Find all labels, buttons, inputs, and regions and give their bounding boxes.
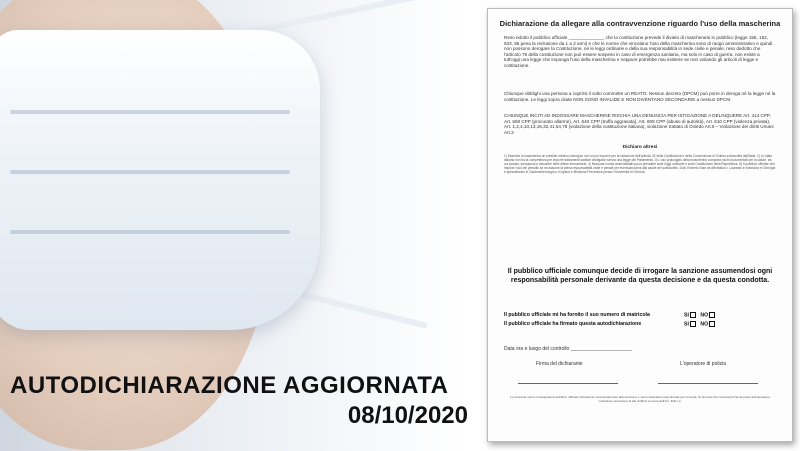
yes-label: SI [684, 312, 689, 319]
officer-signature-line [658, 383, 758, 384]
surgical-mask [0, 30, 320, 330]
articles-paragraph: CHIUNQUE INCITI AD INDOSSARE MASCHERINE RISCHIA UNA DENUNCIA PER ISTIGAZIONE A DELINQUERE Art. 414 CPP, Art. 658 CPP (procurato allarme), Art. 640 CPP (truffa aggravata), Art. 608 CPP (abuso di autorità), Art. 610 CPP (violenza privata), Art. 1,2,4,10,13,16,32,41,54,78 (violazione della costituzione italiana), violazione trattato di Oviedo Art.5 – Violazione dei diritti Umani Art.3 [504, 113, 774, 135]
headline-date: 08/10/2020 [347, 402, 468, 429]
question-badge-number: Il pubblico ufficiale mi ha fornito il suo numero di matricola [504, 312, 650, 318]
yes-checkbox[interactable] [690, 321, 696, 327]
no-checkbox[interactable] [709, 321, 715, 327]
declaration-document [487, 8, 793, 442]
document-title: Dichiarazione da allegare alla contravvenzione riguardo l'uso della mascherina [499, 19, 781, 28]
question-signed: Il pubblico ufficiale ha firmato questa autodichiarazione [504, 321, 642, 327]
answer-signed [684, 321, 718, 327]
headline-title: AUTODICHIARAZIONE AGGIORNATA [10, 372, 449, 399]
yes-checkbox[interactable] [690, 312, 696, 318]
declarant-signature-line [518, 383, 618, 384]
yes-label: SI [684, 321, 689, 328]
mask-pleat [10, 110, 290, 114]
date-place-field: Data ora e luogo del controllo ______________________ [504, 346, 632, 352]
footer-note: Le presente viene consegnata al pubblico ufficiale richiedente contestualmente alla sanzione e viene rilasciata copia firmata per ricevuta. Si precisa che l'omessa firma da parte dell'operatore costituisce omissione di atti d'ufficio ai sensi dell'Art. 328 c.p. [510, 395, 770, 403]
answer-badge-number [684, 312, 718, 318]
officer-signature-label: L'operatore di polizia [680, 361, 726, 367]
no-checkbox[interactable] [709, 312, 715, 318]
mask-pleat [10, 170, 290, 174]
responsibility-statement: Il pubblico ufficiale comunque decide di irrogare la sanzione assumendosi ogni responsabilità personale derivante da questa decisione e da questa condotta. [507, 268, 773, 284]
intro-paragraph: Reso edotto il pubblico ufficiale ______________ che la costituzione prevede il divieto di mascherarsi in pubblico (legge 155, 152, 533, 85 pena la reclusione da 1 a 2 anni) e che le norme che vincolano l'uso della mascherina sono di rango amministrativo e quindi non possono derogare la Costituzione, né le leggi ordinarie e della sua responsabilità in sede civile e penale, reso dedotto che l'articolo 78 della costituzione non può essere sospeso in caso di emergenza sanitaria, ma solo in caso di guerra, non esiste a tutt'oggi una legge che imponga l'uso della mascherina e neppure potrebbe mai esistere se non violando gli articoli di legge e costituzione. [504, 35, 773, 68]
mask-strap-top [251, 0, 428, 35]
fine-print-block: 1) Essendo la mascherina un presidio medico chirurgico non si può imporre per la violazione dell'articolo 32 della Costituzione e della Convenzione di Oviedo sottoscritta dall'Italia. 2) Lo stato Italiano non ha la competenza per imporre trattamenti sanitari obbligatori senza una legge del Parlamento. 3) L'uso prolungato della mascherina comporta rischi documentati per la salute, tra cui ipossia, ipercapnia e riduzione delle difese immunitarie. 4) Nessuna norma amministrativa può prevalere sulle leggi ordinarie e sulla Costituzione della Repubblica. 5) Il pubblico ufficiale che impone l'uso del presidio se ne assume la piena responsabilità civile e penale per eventuali danni alla salute del sottoscritto. Dott. Roberto Sant de Afforbalon.t. Laureato in Medicina e Chirurgia e specializzato in Gastroenterologia e in Igiene e Medicina Preventiva presso l'Università di Genova. [504, 154, 776, 174]
no-label: NO [700, 321, 709, 328]
mask-pleat [10, 230, 290, 234]
crime-paragraph: Chiunque obblighi una persona a coprirsi il volto commette un REATO. Nessun decreto (DPCM) può porre in deroga né la legge né la costituzione. Le leggi sopra citate NON SONO INVALIDE E NON DIVENTANO SECONDARIE a nessun DPCM. [504, 91, 776, 102]
declarant-signature-label: Firma del dichiarante [536, 361, 583, 367]
section-label: Dichiaro altresì [622, 145, 658, 150]
no-label: NO [700, 312, 709, 319]
